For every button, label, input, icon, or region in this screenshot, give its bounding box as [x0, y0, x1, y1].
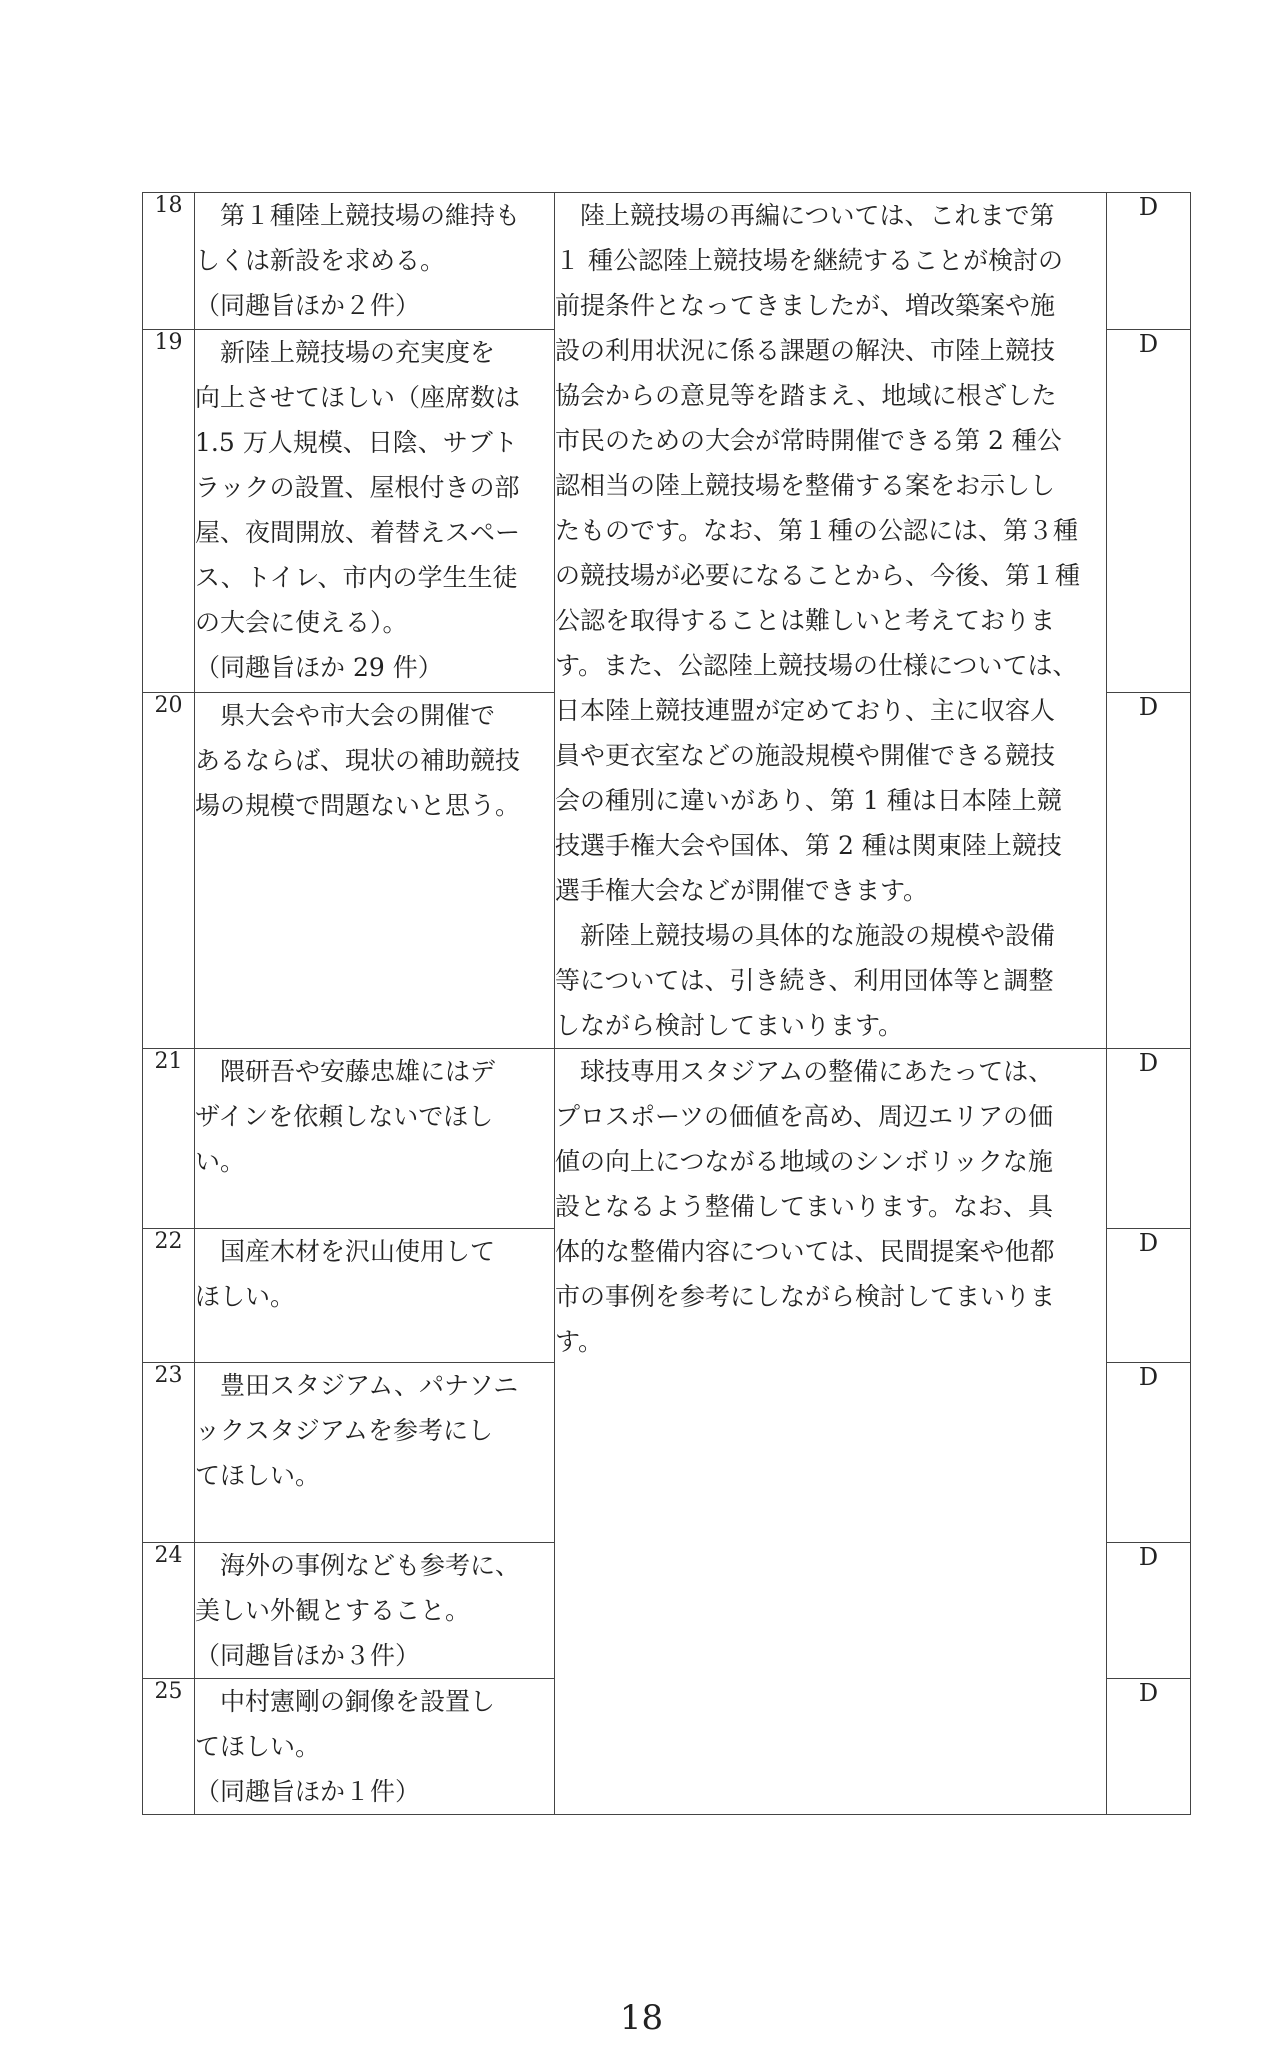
response-text: 球技専用スタジアムの整備にあたっては、 プロスポーツの価値を高め、周辺エリアの価 値の向上につながる地域のシンボリックな施 設となるよう整備してまいります。なお、具 体的な整備内容については、民間提案や他都 市の事例を参考にしながら検討してまいりま す。 — [555, 1057, 1056, 1356]
opinion-text — [195, 329, 555, 692]
response-stadium-track — [555, 193, 1107, 1049]
opinion-text-body: 中村憲剛の銅像を設置し てほしい。 （同趣旨ほか１件） — [195, 1687, 496, 1806]
row-number: 24 — [143, 1543, 195, 1679]
response-text: 陸上競技場の再編については、これまで第 １ 種公認陸上競技場を継続することが検討の 前提条件となってきましたが、増改築案や施 設の利用状況に係る課題の解決、市陸上競技 協会からの意見等を踏まえ、地域に根ざした 市民のための大会が常時開催できる第 2 種公 認相当の陸上競技場を整備する案をお示しし たものです。なお、第１種の公認には、第３種 の競技場が必要になることから、今後、第１種 公認を取得することは難しいと考えておりま す。また、公認陸上競技場の仕様については、 日本陸上競技連盟が定めており、主に収容人 員や更衣室などの施設規模や開催できる競技 会の種別に違いがあり、第 1 種は日本陸上競 技選手権大会や国体、第 2 種は関東陸上競技 選手権大会などが開催できます。 新陸上競技場の具体的な施設の規模や設備 等については、引き続き、利用団体等と調整 しながら検討してまいります。 — [555, 201, 1081, 1040]
grade-cell: D — [1107, 193, 1191, 330]
row-number: 20 — [143, 692, 195, 1048]
row-number: 25 — [143, 1679, 195, 1815]
opinion-text-body: 豊田スタジアム、パナソニ ックスタジアムを参考にし てほしい。 — [195, 1371, 519, 1490]
table-row — [143, 193, 1191, 330]
table-row — [143, 1049, 1191, 1229]
opinion-text-body: 第１種陸上競技場の維持も しくは新設を求める。 （同趣旨ほか２件） — [195, 201, 521, 320]
opinion-text — [195, 1049, 555, 1229]
opinion-text — [195, 1543, 555, 1679]
opinion-text — [195, 692, 555, 1048]
opinion-text-body: 県大会や市大会の開催で あるならば、現状の補助競技 場の規模で問題ないと思う。 — [195, 700, 521, 820]
grade-cell: D — [1107, 329, 1191, 692]
opinion-text — [195, 1679, 555, 1815]
response-ball-stadium — [555, 1049, 1107, 1815]
opinion-text-body: 海外の事例なども参考に、 美しい外観とすること。 （同趣旨ほか３件） — [195, 1551, 521, 1670]
opinion-text-body: 新陸上競技場の充実度を 向上させてほしい（座席数は 1.5 万人規模、日陰、サブト ラックの設置、屋根付きの部 屋、夜間開放、着替えスペー ス、トイレ、市内の学生生徒 の大会に使える）。 （同趣旨ほか 29 件） — [195, 337, 521, 682]
page-number: 18 — [619, 1998, 664, 2038]
grade-cell: D — [1107, 1363, 1191, 1543]
grade-cell: D — [1107, 692, 1191, 1048]
opinion-text-body: 隈研吾や安藤忠雄にはデ ザインを依頼しないでほし い。 — [195, 1057, 496, 1176]
row-number: 23 — [143, 1363, 195, 1543]
row-number: 18 — [143, 193, 195, 330]
grade-cell: D — [1107, 1049, 1191, 1229]
opinion-table — [142, 192, 1191, 1815]
opinion-text-body: 国産木材を沢山使用して ほしい。 — [195, 1237, 496, 1311]
grade-cell: D — [1107, 1543, 1191, 1679]
row-number: 21 — [143, 1049, 195, 1229]
grade-cell: D — [1107, 1679, 1191, 1815]
row-number: 22 — [143, 1229, 195, 1363]
opinion-text — [195, 1363, 555, 1543]
opinion-text — [195, 1229, 555, 1363]
grade-cell: D — [1107, 1229, 1191, 1363]
row-number: 19 — [143, 329, 195, 692]
opinion-text — [195, 193, 555, 330]
